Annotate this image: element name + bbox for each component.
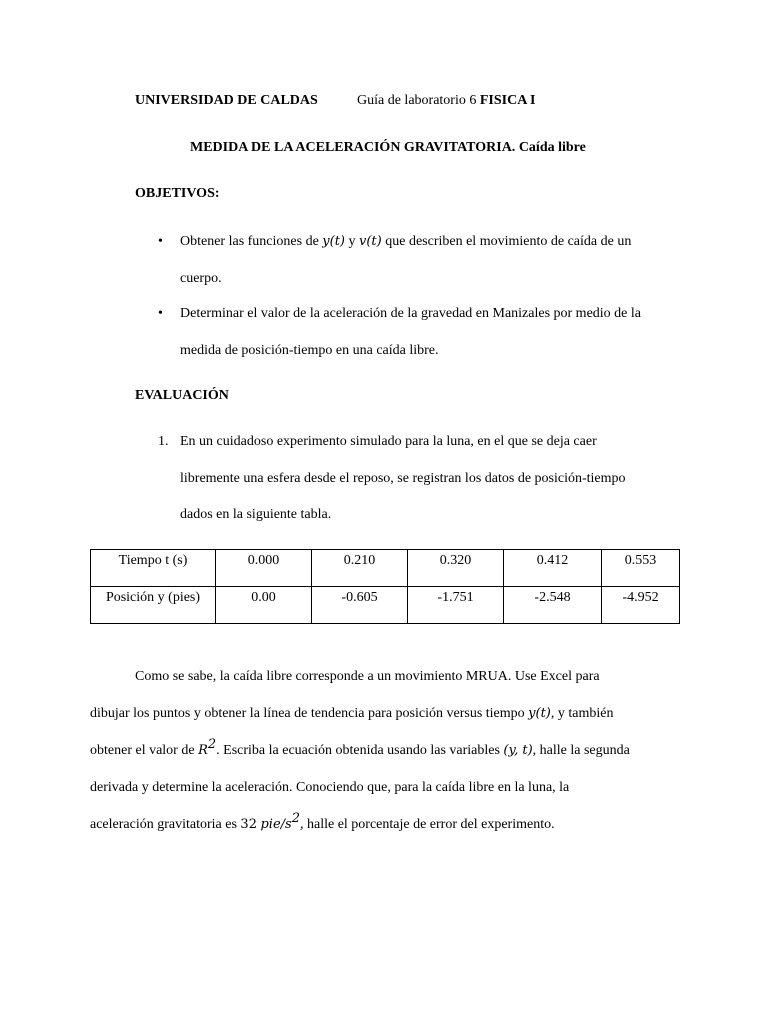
- objective-1-line-1: [180, 235, 631, 249]
- table-cell: -2.548: [504, 587, 602, 624]
- math-number: 32: [240, 817, 257, 832]
- paragraph-text: , halle la segunda: [532, 743, 630, 758]
- document-title: [190, 141, 586, 155]
- paragraph-text: obtener el valor de: [90, 743, 195, 758]
- paragraph-line-2: [90, 707, 613, 721]
- objective-1-text-a: Obtener las funciones de: [180, 234, 319, 249]
- objective-2-line-2: medida de posición-tiempo en una caída libre.: [180, 343, 439, 358]
- math-y-of-t: y(t): [322, 234, 346, 249]
- table-cell: 0.412: [504, 550, 602, 587]
- paragraph-line-5: [90, 811, 555, 832]
- question-1-line-3: dados en la siguiente tabla.: [180, 507, 332, 522]
- title-sub: Caída libre: [518, 140, 586, 155]
- question-1-line-1: En un cuidadoso experimento simulado para la luna, en el que se deja caer: [180, 434, 597, 449]
- evaluation-heading: EVALUACIÓN: [135, 388, 229, 403]
- paragraph-line-3: [90, 737, 630, 758]
- question-number: 1.: [158, 434, 169, 449]
- paragraph-text: . Escriba la ecuación obtenida usando las variables: [216, 743, 500, 758]
- title-main: MEDIDA DE LA ACELERACIÓN GRAVITATORIA.: [190, 140, 516, 155]
- objective-1-line-2: cuerpo.: [180, 271, 222, 286]
- table-cell: -4.952: [602, 587, 680, 624]
- bullet-icon: •: [158, 234, 163, 249]
- table-cell: 0.000: [216, 550, 312, 587]
- math-exponent: 2: [291, 811, 300, 826]
- paragraph-line-4: derivada y determine la aceleración. Conociendo que, para la caída libre en la luna, la: [90, 780, 570, 795]
- math-r: R: [198, 743, 208, 758]
- position-time-table: [90, 549, 680, 624]
- math-unit-text: pie/s: [260, 817, 292, 832]
- paragraph-line-1: Como se sabe, la caída libre corresponde a un movimiento MRUA. Use Excel para: [135, 669, 600, 684]
- table-cell: 0.00: [216, 587, 312, 624]
- table-cell: -1.751: [408, 587, 504, 624]
- paragraph-text: dibujar los puntos y obtener la línea de tendencia para posición versus tiempo: [90, 706, 525, 721]
- math-y-t-pair: (y, t): [503, 743, 533, 758]
- table-cell: -0.605: [312, 587, 408, 624]
- paragraph-text: aceleración gravitatoria es: [90, 817, 237, 832]
- table-cell: 0.320: [408, 550, 504, 587]
- objectives-heading: OBJETIVOS:: [135, 186, 220, 201]
- guide-text: Guía de laboratorio 6: [357, 93, 477, 108]
- paragraph-text: , halle el porcentaje de error del experimento.: [299, 817, 555, 832]
- table-cell: 0.210: [312, 550, 408, 587]
- math-r-squared: [198, 737, 217, 758]
- paragraph-text: , y también: [550, 706, 614, 721]
- table-row: [91, 550, 680, 587]
- objective-1-text-b: que describen el movimiento de caída de un: [385, 234, 632, 249]
- math-unit: [260, 811, 300, 832]
- objective-1-conj: y: [348, 234, 356, 249]
- question-1-line-2: libremente una esfera desde el reposo, se registran los datos de posición-tiempo: [180, 471, 626, 486]
- university-name: UNIVERSIDAD DE CALDAS: [135, 93, 318, 108]
- math-y-of-t: y(t): [528, 706, 551, 721]
- bullet-icon: •: [158, 306, 163, 321]
- guide-label: [357, 94, 536, 108]
- math-exponent: 2: [207, 737, 217, 752]
- table-row-label: Tiempo t (s): [91, 550, 216, 587]
- course-name: FISICA I: [479, 93, 536, 108]
- table-row: [91, 587, 680, 624]
- table-row-label: Posición y (pies): [91, 587, 216, 624]
- objective-2-line-1: Determinar el valor de la aceleración de la gravedad en Manizales por medio de la: [180, 306, 641, 321]
- table-cell: 0.553: [602, 550, 680, 587]
- math-v-of-t: v(t): [359, 234, 382, 249]
